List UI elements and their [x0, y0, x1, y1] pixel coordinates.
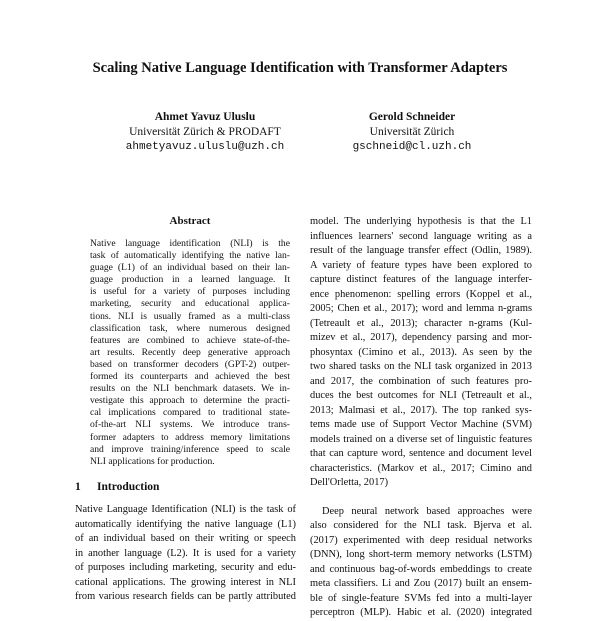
abstract-body [90, 238, 290, 468]
abstract-line: results on the NLI benchmark datasets. We in- [90, 383, 290, 395]
abstract-line: cal implications compared to traditional state- [90, 407, 290, 419]
section-title: Introduction [97, 481, 160, 493]
body-line: 2005; Chen et al., 2017); word and lemma n-grams [310, 303, 532, 314]
abstract-line: guage (L1) of an individual based on their lan- [90, 262, 290, 274]
body-line: model. The underlying hypothesis is that the L1 [310, 216, 532, 227]
abstract-line: guage production in a learned language. It [90, 274, 290, 286]
body-line: (Tetreault et al., 2013); character n-grams (Kul- [310, 317, 532, 329]
body-line: (2017) experimented with deep residual networks [310, 534, 532, 546]
abstract-line: of-the-art NLI systems. We introduce trans- [90, 419, 290, 431]
abstract-line: task of automatically identifying the native lan- [90, 250, 290, 262]
body-line: and 2017, the combination of such features pro- [310, 375, 532, 387]
right-paragraph-2 [310, 505, 532, 621]
abstract-line: classification task, where numerous designed [90, 322, 290, 334]
abstract-line: features are combined to achieve state-of-the- [90, 334, 290, 346]
body-line: of an individual based on their writing or speech [75, 533, 296, 544]
body-line: two shared tasks on the NLI task organized in 2013 [310, 361, 532, 372]
author-name: Ahmet Yavuz Uluslu [154, 111, 256, 123]
body-line: (DNN), long short-term memory networks (LSTM) [310, 549, 532, 560]
body-line: and continuous bag-of-words embeddings to create [310, 563, 532, 575]
body-line: meta classifiers. Li and Zou (2017) built an ensem- [310, 578, 532, 589]
body-line: capture distinct features of the language interfer- [310, 274, 532, 285]
paper-title: Scaling Native Language Identification with Transformer Adapters [92, 60, 508, 76]
abstract-line: based on transformer decoders (GPT-2) outper- [90, 358, 290, 370]
abstract-line: marketing, security and educational applica- [90, 298, 290, 310]
body-line: mizev et al., 2017), dependency parsing and mor- [310, 332, 532, 343]
body-line: Native Language Identification (NLI) is the task of [75, 504, 296, 515]
right-column [310, 215, 532, 621]
body-line: Deep neural network based approaches were [322, 505, 532, 517]
abstract-line: Native language identification (NLI) is the [90, 238, 290, 249]
body-line: influences learners' second language writing as a [310, 230, 532, 242]
abstract-line: vestigate this approach to determine the practi- [90, 395, 290, 407]
body-line: 2013; Malmasi et al., 2017). The top ranked sys- [310, 404, 532, 416]
abstract-line: formed its counterparts and achieved the best [90, 371, 290, 383]
author-email[interactable]: ahmetyavuz.uluslu@uzh.ch [125, 141, 285, 153]
body-line: result of the language transfer effect (Odlin, 1989). [310, 245, 532, 256]
abstract-line: former adapters to address memory limitations [90, 431, 290, 443]
introduction-body [75, 503, 296, 605]
body-line: from various research fields can be partly attributed [75, 591, 296, 602]
body-line: automatically identifying the native language (L1) [75, 518, 296, 530]
body-line: phosyntax (Cimino et al., 2013). As seen by the [310, 346, 532, 358]
author-email[interactable]: gschneid@cl.uzh.ch [352, 141, 472, 153]
body-line: that can capture word, sentence and document level [310, 448, 532, 459]
body-line: also considered for the NLI task. Bjerva et al. [310, 520, 532, 531]
body-line: characteristics. (Markov et al., 2017; Cimino and [310, 462, 532, 474]
body-line: ble of single-feature SVMs fed into a multi-layer [310, 592, 532, 604]
body-line: in another language (L2). It is used for a variety [75, 547, 296, 559]
body-line: ence phenomenon: spelling errors (Koppel et al., [310, 288, 532, 300]
body-line: A variety of feature types have been explored to [310, 259, 532, 271]
section-number: 1 [75, 481, 81, 493]
body-line: cational applications. The growing interest in NLI [75, 576, 296, 588]
right-paragraph-1 [310, 215, 532, 491]
author-affiliation: Universität Zürich [369, 126, 455, 138]
abstract-line: tions. NLI is usually framed as a multi-class [90, 310, 290, 322]
abstract-line: art results. Recently deep generative approach [90, 346, 290, 358]
body-line: perceptron (MLP). Habic et al. (2020) integrated [310, 607, 532, 618]
abstract-line: is useful for a variety of purposes including [90, 286, 290, 298]
abstract-heading: Abstract [169, 215, 211, 227]
abstract-line: and improve training/inference speed to scale [90, 443, 290, 455]
body-line: duces the best outcomes for NLI (Tetreault et al., [310, 390, 532, 401]
author-name: Gerold Schneider [368, 111, 456, 123]
author-affiliation: Universität Zürich & PRODAFT [129, 126, 281, 138]
body-line: of purposes including marketing, security and edu- [75, 562, 296, 573]
section-heading-introduction [75, 481, 159, 493]
body-line: Dell'Orletta, 2017) [310, 477, 389, 488]
abstract-line: NLI applications for production. [90, 455, 215, 467]
body-line: models trained on a diverse set of linguistic features [310, 433, 532, 445]
author-1 [95, 110, 315, 155]
author-2 [302, 110, 522, 155]
body-line: tems made use of Support Vector Machine (SVM) [310, 419, 532, 430]
